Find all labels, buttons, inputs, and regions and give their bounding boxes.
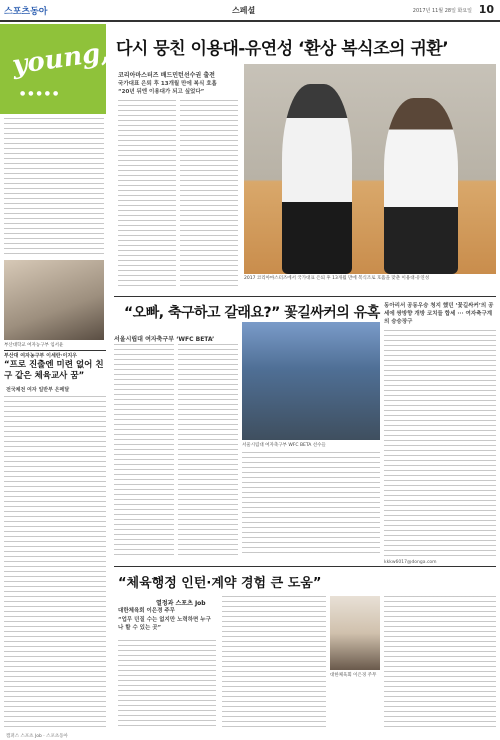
article3-photo-caption: 서울시립대 여자축구부 WFC BETA 선수들 (242, 443, 326, 448)
article3-headline: “오빠, 축구하고 갈래요?” 꽃길싸커의 유혹 (124, 305, 380, 321)
article2-body (4, 396, 106, 728)
article3-body-col2 (178, 344, 238, 556)
article1-photo-caption: 2017 코리아마스터즈에서 국가대표 은퇴 후 13개월 만에 복식조로 호흡을 맞춘 이용대·유연성 (244, 276, 430, 281)
section-title: 스페셜 (232, 6, 256, 15)
dots-decoration-icon: ●●●●● (20, 90, 62, 97)
article3-email: kkkw6017@donga.com (384, 560, 437, 565)
article4-photo-caption: 대한체육회 이은경 주무 (330, 673, 377, 678)
newspaper-logo: 스포츠동아 (4, 7, 48, 17)
article2-rule (4, 350, 106, 351)
young-badge-title: young, (10, 37, 112, 81)
article2-kicker: 부산대 여자농구부 이세란·이지우 (4, 353, 78, 359)
article3-body-col3 (242, 452, 380, 556)
side-photo (4, 260, 104, 340)
young-badge (0, 24, 112, 114)
article3-body-col4 (384, 330, 496, 556)
player-figure-right (384, 98, 458, 274)
article4-headline: “체육행정 인턴·계약 경험 큰 도움” (118, 576, 322, 591)
article1-subhead: 국가대표 은퇴 후 13개월 만에 복식 호흡 “20년 뒤엔 이용대가 되고 싶었다” (118, 81, 217, 95)
player-figure-left (282, 84, 352, 274)
article4-body-col3 (384, 596, 496, 728)
side-photo-caption: 부산대학교 여자농구부 임서윤 (4, 343, 64, 348)
page-number: 10 (478, 3, 494, 16)
article4-photo (330, 596, 380, 670)
article3-rule (114, 296, 496, 297)
article1-body-col1 (118, 100, 176, 288)
article4-subhead: “업무 던질 수는 없지만 노력하면 누구나 할 수 있는 곳” (118, 617, 211, 631)
page-footer: 캠퍼스 스포츠 Job · 스포츠동아 (6, 734, 68, 739)
article3-subhead: 동아리서 공동우승 청지 했던 ‘꽃길싸커’의 공세에 쌍방향 개방 코치들 합세 ··· 여자축구계의 승승장구 (384, 303, 494, 325)
article4-kicker: 열정과 스포츠 Job (156, 600, 206, 607)
article2-subhead: 전국체전 여자 일반부 은메달 (6, 387, 70, 393)
issue-date: 2017년 11월 28일 화요일 (412, 8, 472, 14)
article4-byline: 대한체육회 이은경 주무 (118, 608, 175, 614)
article1-headline: 다시 뭉친 이용대-유연성 ‘환상 복식조의 귀환’ (116, 39, 449, 59)
article4-body-col2 (222, 596, 326, 728)
article4-body-col1 (118, 640, 216, 728)
article4-rule (114, 566, 496, 567)
article1-byline: 코리아마스터즈 배드민턴선수권 출전 (118, 72, 215, 79)
article3-photo (242, 322, 380, 440)
article3-byline: 서울시립대 여자축구부 ‘WFC BETA’ (114, 336, 215, 343)
article2-headline: “프로 진출엔 미련 없어 친구 같은 체육교사 꿈” (4, 360, 104, 381)
intro-text-block (4, 118, 104, 256)
article3-body-col1 (114, 344, 174, 556)
article1-photo (244, 64, 496, 274)
article1-body-col2 (180, 100, 238, 288)
